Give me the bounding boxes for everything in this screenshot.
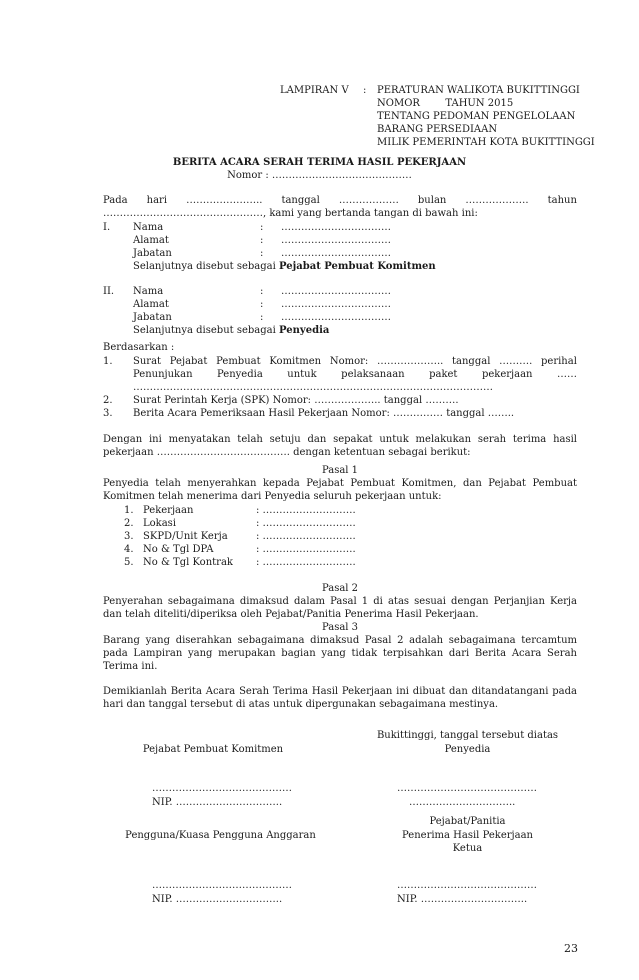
party1-name-colon: : xyxy=(260,222,264,233)
pasal1-item-label: No & Tgl Kontrak xyxy=(143,557,233,568)
party2-numeral: II. xyxy=(103,286,115,297)
basis-word: perihal xyxy=(541,356,577,367)
opening-word: Pada xyxy=(103,195,128,206)
pasal1-item-value: : ………………………. xyxy=(256,518,356,529)
basis-item-1-line-3: ……………………………………………………………………………………………… xyxy=(133,382,493,393)
basis-word: Penyedia xyxy=(217,369,263,380)
pasal1-item-value: : ………………………. xyxy=(256,531,356,542)
party1-address-value: …………………………… xyxy=(281,235,391,246)
basis-word: Pejabat xyxy=(169,356,208,367)
left2-signature-line: …………………………………… xyxy=(152,880,292,891)
basis-word: tanggal xyxy=(452,356,491,367)
party1-numeral: I. xyxy=(103,222,111,233)
left1-signature-line: …………………………………… xyxy=(152,783,292,794)
pasal1-item-num: 1. xyxy=(124,505,134,516)
basis-item-1-line-1 xyxy=(133,356,577,368)
basis-item-3-num: 3. xyxy=(103,408,113,419)
left2-title: Pengguna/Kuasa Pengguna Anggaran xyxy=(125,830,316,841)
opening-line-1 xyxy=(103,195,577,207)
pasal1-item-value: : ………………………. xyxy=(256,505,356,516)
right2-title-3: Ketua xyxy=(452,843,483,854)
party1-position-label: Jabatan xyxy=(133,248,172,259)
basis-item-3-text: Berita Acara Pemeriksaan Hasil Pekerjaan Nomor: …………… tanggal …….. xyxy=(133,408,515,419)
pasal1-heading: Pasal 1 xyxy=(321,465,359,476)
opening-word: ……………… xyxy=(338,195,399,206)
pasal1-item-num: 3. xyxy=(124,531,134,542)
document-title: BERITA ACARA SERAH TERIMA HASIL PEKERJAAN xyxy=(172,157,467,168)
pasal1-line-2: Komitmen telah menerima dari Penyedia seluruh pekerjaan untuk: xyxy=(103,491,442,502)
basis-word: Penunjukan xyxy=(133,369,193,380)
opening-line-2: …………………………………………, kami yang bertanda tangan di bawah ini: xyxy=(103,208,478,219)
opening-word: tanggal xyxy=(281,195,320,206)
regulation-line-3: TENTANG PEDOMAN PENGELOLAAN xyxy=(377,111,576,122)
agreement-line-2: pekerjaan …………………………………. dengan ketentuan sebagai berikut: xyxy=(103,447,471,458)
right2-title-1: Pejabat/Panitia xyxy=(429,816,506,827)
left2-nip: NIP. ………………………….. xyxy=(152,894,283,905)
pasal1-item-label: Lokasi xyxy=(143,518,177,529)
pasal3-line-3: Terima ini. xyxy=(103,661,158,672)
party2-position-colon: : xyxy=(260,312,264,323)
basis-item-2-text: Surat Perintah Kerja (SPK) Nomor: ……………….. tanggal ………. xyxy=(133,395,459,406)
party2-name-colon: : xyxy=(260,286,264,297)
opening-word: hari xyxy=(146,195,168,206)
regulation-line-4: BARANG PERSEDIAAN xyxy=(377,124,498,135)
right2-signature-line: …………………………………… xyxy=(397,880,537,891)
basis-word: pekerjaan xyxy=(481,369,533,380)
opening-word: bulan xyxy=(417,195,447,206)
right1-signature-line: …………………………………… xyxy=(397,783,537,794)
opening-word: tahun xyxy=(547,195,577,206)
party2-role-name: Penyedia xyxy=(279,325,330,336)
party1-address-colon: : xyxy=(260,235,264,246)
basis-word: Pembuat xyxy=(216,356,261,367)
right1-title: Penyedia xyxy=(444,744,491,755)
party2-position-value: …………………………… xyxy=(281,312,391,323)
agreement-line-1: Dengan ini menyatakan telah setuju dan sepakat untuk melakukan serah terima hasil xyxy=(103,434,577,445)
party1-role xyxy=(133,261,436,273)
left1-title: Pejabat Pembuat Komitmen xyxy=(142,744,284,755)
pasal1-item-num: 5. xyxy=(124,557,134,568)
lampiran-label: LAMPIRAN V xyxy=(280,85,349,96)
right2-title-2: Penerima Hasil Pekerjaan xyxy=(402,830,533,841)
basis-item-1-num: 1. xyxy=(103,356,113,367)
pasal1-item-value: : ………………………. xyxy=(256,557,356,568)
party2-position-label: Jabatan xyxy=(133,312,172,323)
lampiran-colon: : xyxy=(363,85,367,96)
party2-address-label: Alamat xyxy=(133,299,169,310)
left1-nip: NIP. ………………………….. xyxy=(152,797,283,808)
regulation-line-5: MILIK PEMERINTAH KOTA BUKITTINGGI xyxy=(377,137,595,148)
place-date: Bukittinggi, tanggal tersebut diatas xyxy=(376,730,559,741)
basis-word: Surat xyxy=(133,356,162,367)
party1-position-colon: : xyxy=(260,248,264,259)
party2-address-colon: : xyxy=(260,299,264,310)
basis-word: pelaksanaan xyxy=(341,369,405,380)
opening-word: ………………….. xyxy=(186,195,263,206)
document-number: Nomor : …………………………………… xyxy=(227,170,412,181)
basis-word: …… xyxy=(556,369,577,380)
pasal2-line-1: Penyerahan sebagaimana dimaksud dalam Pasal 1 di atas sesuai dengan Perjanjian Kerja xyxy=(103,596,577,607)
pasal3-line-1: Barang yang diserahkan sebagaimana dimaksud Pasal 2 adalah sebagaimana tercamtum xyxy=(103,635,577,646)
pasal1-line-1: Penyedia telah menyerahkan kepada Pejabat Pembuat Komitmen, dan Pejabat Pembuat xyxy=(103,478,577,489)
pasal1-item-value: : ………………………. xyxy=(256,544,356,555)
basis-word: paket xyxy=(429,369,458,380)
pasal1-item-label: SKPD/Unit Kerja xyxy=(143,531,228,542)
party2-role-prefix: Selanjutnya disebut sebagai xyxy=(133,325,280,336)
party1-position-value: …………………………… xyxy=(281,248,391,259)
pasal3-line-2: pada Lampiran yang merupakan bagian yang tidak terpisahkan dari Berita Acara Serah xyxy=(103,648,577,659)
party2-role xyxy=(133,325,329,337)
pasal1-item-num: 2. xyxy=(124,518,134,529)
basis-word: Nomor: xyxy=(329,356,369,367)
party2-name-label: Nama xyxy=(133,286,164,297)
party1-role-prefix: Selanjutnya disebut sebagai xyxy=(133,261,280,272)
closing-line-1: Demikianlah Berita Acara Serah Terima Hasil Pekerjaan ini dibuat dan ditandatangani pada xyxy=(103,686,577,697)
pasal3-heading: Pasal 3 xyxy=(321,622,359,633)
closing-line-2: hari dan tanggal tersebut di atas untuk dipergunakan sebagaimana mestinya. xyxy=(103,699,499,710)
pasal1-item-num: 4. xyxy=(124,544,134,555)
right1-nip: ………………………….. xyxy=(409,797,516,808)
party1-name-value: …………………………… xyxy=(281,222,391,233)
party2-name-value: …………………………… xyxy=(281,286,391,297)
page-number: 23 xyxy=(564,942,578,955)
pasal1-item-label: No & Tgl DPA xyxy=(143,544,214,555)
pasal1-item-label: Pekerjaan xyxy=(143,505,194,516)
right2-nip: NIP. ………………………….. xyxy=(397,894,528,905)
regulation-line-2: NOMOR TAHUN 2015 xyxy=(377,98,514,109)
basis-item-1-line-2 xyxy=(133,369,577,381)
basis-word: Komitmen xyxy=(269,356,322,367)
party2-address-value: …………………………… xyxy=(281,299,391,310)
basis-word: untuk xyxy=(287,369,317,380)
basis-item-2-num: 2. xyxy=(103,395,113,406)
regulation-line-1: PERATURAN WALIKOTA BUKITTINGGI xyxy=(377,85,580,96)
pasal2-line-2: dan telah diteliti/diperiksa oleh Pejabat/Panitia Penerima Hasil Pekerjaan. xyxy=(103,609,479,620)
party1-address-label: Alamat xyxy=(133,235,169,246)
pasal2-heading: Pasal 2 xyxy=(321,583,359,594)
party1-name-label: Nama xyxy=(133,222,164,233)
basis-word: ………. xyxy=(499,356,533,367)
party1-role-name: Pejabat Pembuat Komitmen xyxy=(279,261,436,272)
basis-word: ……………….. xyxy=(376,356,444,367)
basis-heading: Berdasarkan : xyxy=(103,342,175,353)
opening-word: ………………. xyxy=(465,195,529,206)
